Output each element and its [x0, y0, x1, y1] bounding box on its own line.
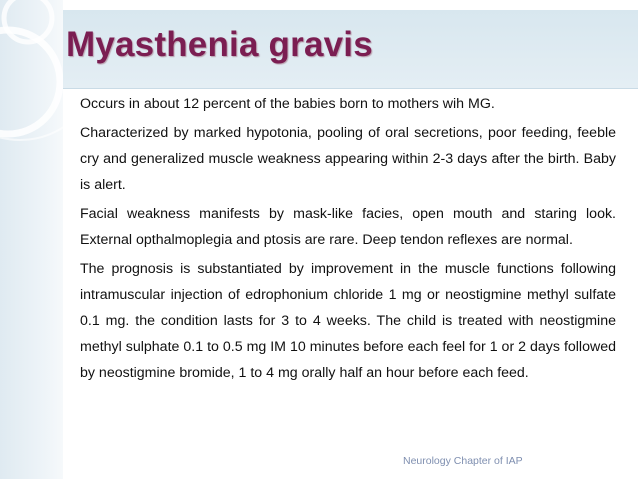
body-paragraph-4: The prognosis is substantiated by improvement in the muscle functions following intramuscular injection of edrophonium chloride 1 mg or neostigmine methyl sulfate 0.1 mg. the condition lasts for 3 to 4 weeks. The child is treated with neostigmine methyl sulphate 0.1 to 0.5 mg IM 10 minutes before each feel for 1 or 2 days followed by neostigmine bromide, 1 to 4 mg orally half an hour before each feed. [80, 261, 616, 381]
body-paragraph-1: Occurs in about 12 percent of the babies born to mothers wih MG. [80, 96, 495, 112]
body-paragraph-3: Facial weakness manifests by mask-like facies, open mouth and staring look. External opthalmoplegia and ptosis are rare. Deep tendon reflexes are normal. [80, 206, 616, 248]
deco-ring-large [0, 30, 60, 134]
slide-body [80, 91, 616, 389]
body-paragraph-2: Characterized by marked hypotonia, pooling of oral secretions, poor feeding, feeble cry and generalized muscle weakness appearing within 2-3 days after the birth. Baby is alert. [80, 125, 616, 193]
footer-text: Neurology Chapter of IAP [403, 455, 523, 467]
slide-title: Myasthenia gravis [66, 25, 373, 64]
